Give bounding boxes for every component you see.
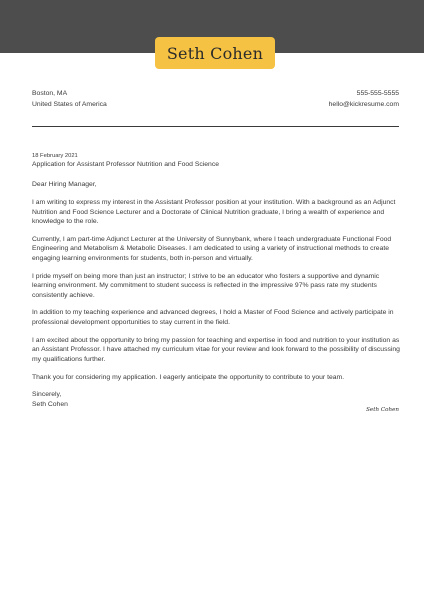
letter-body — [32, 152, 402, 409]
letter-paragraph: In addition to my teaching experience and advanced degrees, I hold a Master of Food Science and actively participate in professional development opportunities to stay current in the field. — [32, 309, 394, 326]
letter-paragraph: I am writing to express my interest in the Assistant Professor position at your institution. With a background as an Adjunct Nutrition and Food Science Lecturer and a Doctorate of Clinical Nutrition graduate, I bring a wealth of experience and knowledge to the role. — [32, 199, 396, 226]
letter-paragraph: I am excited about the opportunity to bring my passion for teaching and expertise in food and nutrition to your institution as an Assistant Professor. I have attached my curriculum vitae for your review and look forward to the possibility of discussing my qualifications further. — [32, 336, 400, 363]
contact-address — [32, 88, 107, 110]
divider — [32, 126, 399, 127]
letter-paragraph: I pride myself on being more than just an instructor; I strive to be an educator who fosters a supportive and dynamic learning environment. My commitment to student success is reflected in the impressive 97% pass rate my students consistently achieve. — [32, 272, 380, 299]
letter-paragraph: Thank you for considering my application. I eagerly anticipate the opportunity to contribute to your team. — [32, 373, 345, 381]
contact-phone: 555-555-5555 — [356, 90, 399, 97]
letter-subject: Application for Assistant Professor Nutrition and Food Science — [32, 161, 220, 168]
signature: Seth Cohen — [366, 407, 399, 413]
letter-salutation: Dear Hiring Manager, — [32, 181, 97, 189]
contact-email: hello@kickresume.com — [328, 101, 399, 108]
letter-closing: Sincerely, — [32, 391, 62, 399]
letter-paragraph: Currently, I am part-time Adjunct Lecturer at the University of Sunnybank, where I teach undergraduate Functional Food Engineering and Metabolism & Metabolic Diseases. I am dedicated to using a variety of instructional methods to create engaging learning environments for students, both in-person and virtually. — [32, 236, 392, 262]
contact-country: United States of America — [32, 101, 107, 108]
contact-details — [329, 88, 399, 110]
letter-date: 18 February 2021 — [32, 153, 78, 159]
name-badge: Seth Cohen — [155, 37, 275, 69]
contact-city: Boston, MA — [32, 90, 68, 97]
letter-closing-name: Seth Cohen — [32, 400, 68, 408]
